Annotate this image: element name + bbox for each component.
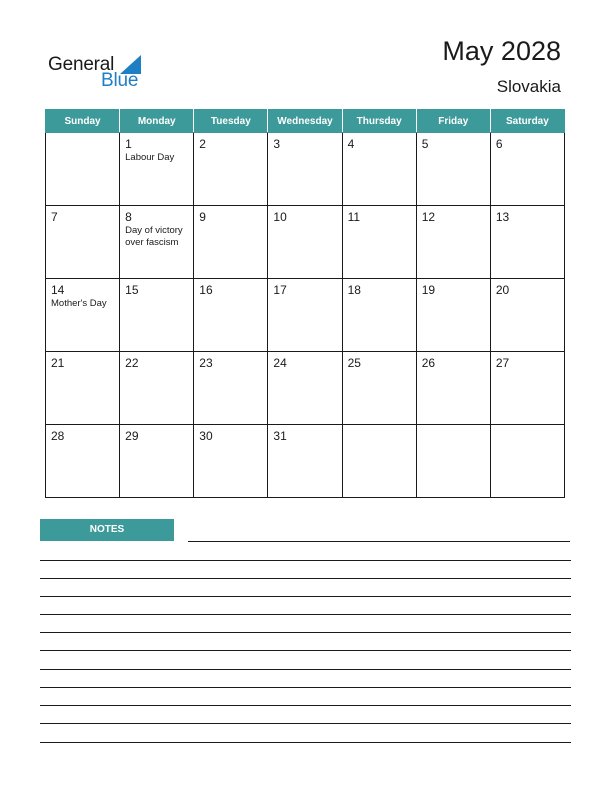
day-cell xyxy=(120,279,194,352)
day-number: 18 xyxy=(347,283,361,297)
day-number: 31 xyxy=(273,429,287,443)
day-cell xyxy=(490,279,564,352)
day-number: 26 xyxy=(421,356,436,370)
day-number: 15 xyxy=(125,283,139,297)
logo-word-general: General xyxy=(48,54,115,75)
holiday-label: Labour Day xyxy=(125,152,175,163)
weekday-friday: Friday xyxy=(416,110,490,133)
day-cell xyxy=(342,133,416,206)
day-number: 27 xyxy=(495,356,510,370)
notes-line xyxy=(40,650,571,651)
day-cell xyxy=(342,206,416,279)
day-cell xyxy=(490,425,564,498)
day-cell xyxy=(120,352,194,425)
notes-line xyxy=(40,614,571,615)
day-cell xyxy=(194,133,268,206)
day-cell xyxy=(120,206,194,279)
weekday-monday: Monday xyxy=(120,110,194,133)
day-cell xyxy=(46,352,120,425)
day-number: 4 xyxy=(347,137,355,151)
notes-line xyxy=(40,742,571,743)
day-cell xyxy=(268,133,342,206)
day-cell xyxy=(490,133,564,206)
weekday-wednesday: Wednesday xyxy=(268,110,342,133)
day-cell xyxy=(268,206,342,279)
notes-line xyxy=(40,669,571,670)
day-number: 13 xyxy=(495,210,510,224)
notes-line xyxy=(40,596,571,597)
day-cell xyxy=(46,279,120,352)
day-number: 6 xyxy=(495,137,503,151)
weekday-header-row xyxy=(46,110,565,133)
day-number: 3 xyxy=(273,137,281,151)
day-cell xyxy=(120,425,194,498)
day-cell xyxy=(194,425,268,498)
day-number: 2 xyxy=(199,137,206,151)
week-row-5 xyxy=(46,425,565,498)
day-cell xyxy=(416,425,490,498)
notes-line xyxy=(40,578,571,579)
day-cell xyxy=(416,352,490,425)
day-cell xyxy=(416,279,490,352)
day-cell xyxy=(490,352,564,425)
day-cell xyxy=(268,279,342,352)
day-number: 24 xyxy=(273,356,287,370)
day-number: 17 xyxy=(273,283,287,297)
notes-label: NOTES xyxy=(40,519,174,541)
weekday-tuesday: Tuesday xyxy=(194,110,268,133)
day-cell xyxy=(194,279,268,352)
notes-line xyxy=(40,632,571,633)
day-cell xyxy=(416,133,490,206)
day-cell xyxy=(46,133,120,206)
day-number: 5 xyxy=(421,137,429,151)
week-row-2 xyxy=(46,206,565,279)
day-cell xyxy=(490,206,564,279)
calendar-grid xyxy=(45,109,565,498)
week-row-4 xyxy=(46,352,565,425)
holiday-label: Day of victory over fascism xyxy=(125,225,183,248)
day-number: 30 xyxy=(199,429,213,443)
weekday-thursday: Thursday xyxy=(342,110,416,133)
day-cell xyxy=(46,425,120,498)
day-cell xyxy=(46,206,120,279)
day-number: 9 xyxy=(199,210,206,224)
day-cell xyxy=(342,352,416,425)
day-number: 11 xyxy=(347,210,361,224)
day-number: 16 xyxy=(199,283,213,297)
logo-word-blue: Blue xyxy=(101,70,139,91)
generalblue-logo xyxy=(48,54,158,94)
day-number: 12 xyxy=(421,210,436,224)
notes-line xyxy=(40,560,571,561)
day-number: 14 xyxy=(51,283,65,297)
notes-line xyxy=(40,723,571,724)
day-cell xyxy=(416,206,490,279)
day-cell xyxy=(120,133,194,206)
day-number: 19 xyxy=(421,283,436,297)
day-number: 10 xyxy=(273,210,287,224)
day-number: 20 xyxy=(495,283,510,297)
day-cell xyxy=(268,352,342,425)
month-year-title: May 2028 xyxy=(442,36,561,66)
holiday-label: Mother's Day xyxy=(51,298,107,309)
day-number: 23 xyxy=(199,356,213,370)
day-number: 29 xyxy=(125,429,139,443)
notes-line xyxy=(40,687,571,688)
day-number: 21 xyxy=(51,356,65,370)
day-number: 8 xyxy=(125,210,132,224)
day-cell xyxy=(342,279,416,352)
day-number: 7 xyxy=(51,210,58,224)
notes-line xyxy=(40,705,571,706)
day-cell xyxy=(194,352,268,425)
week-row-3 xyxy=(46,279,565,352)
day-cell xyxy=(194,206,268,279)
day-cell xyxy=(268,425,342,498)
week-row-1 xyxy=(46,133,565,206)
day-number: 28 xyxy=(51,429,65,443)
country-name: Slovakia xyxy=(496,77,561,96)
day-number: 25 xyxy=(347,356,361,370)
day-cell xyxy=(342,425,416,498)
day-number: 22 xyxy=(125,356,139,370)
notes-line xyxy=(188,541,570,542)
day-number: 1 xyxy=(125,137,132,151)
weekday-sunday: Sunday xyxy=(46,110,120,133)
weekday-saturday: Saturday xyxy=(490,110,564,133)
